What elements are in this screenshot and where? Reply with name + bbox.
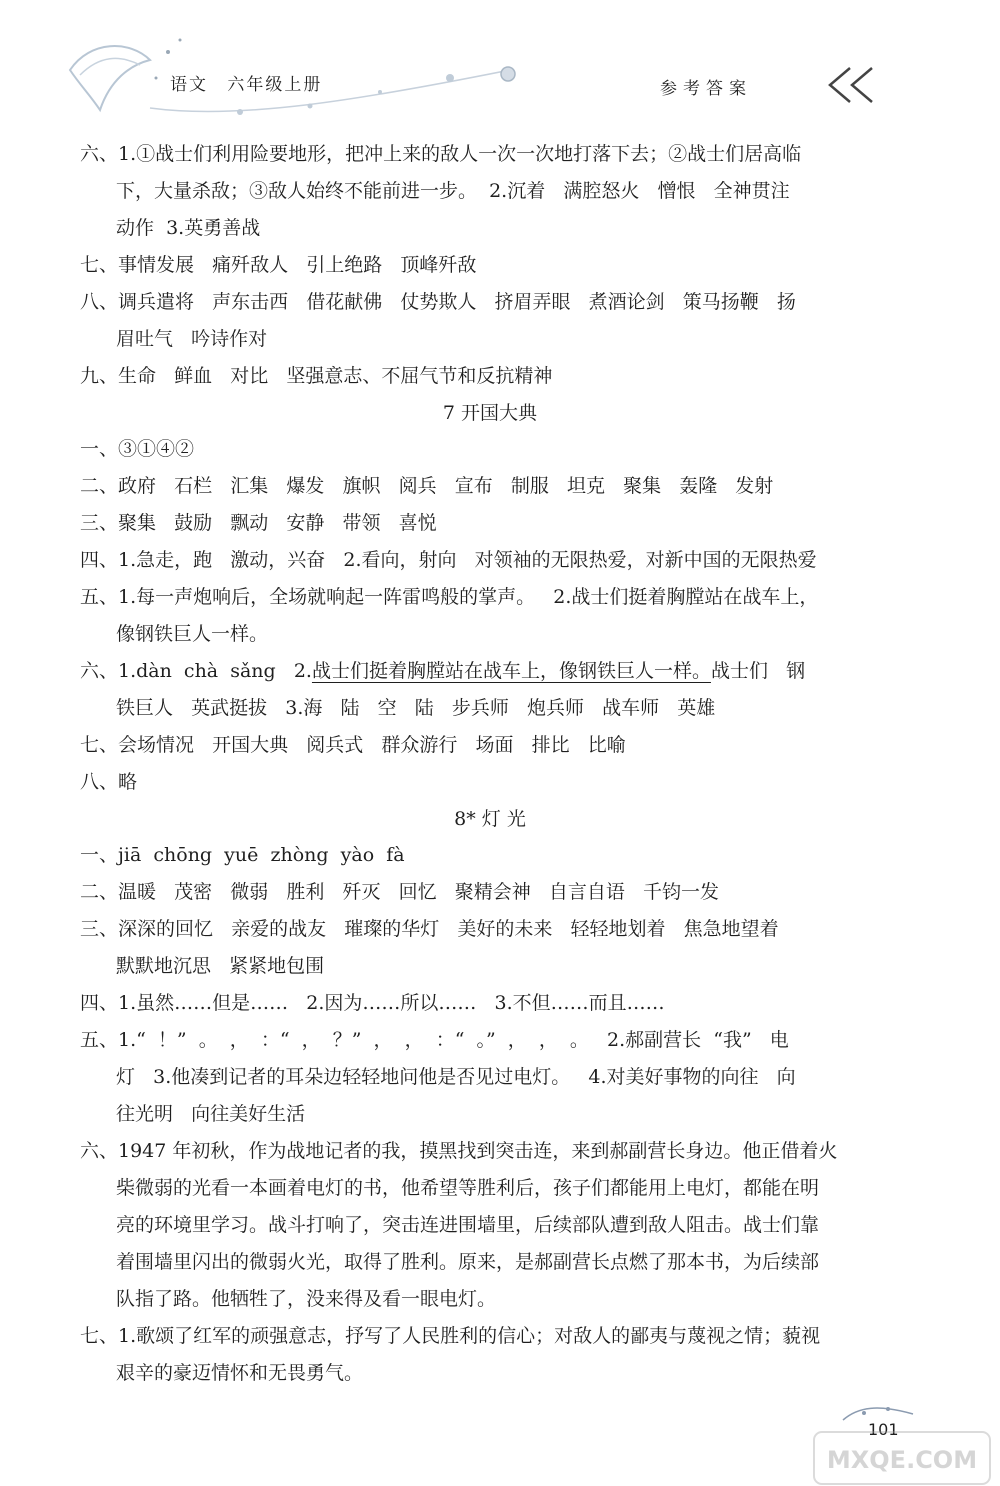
- answer-line: 七、会场情况 开国大典 阅兵式 群众游行 场面 排比 比喻: [80, 734, 626, 756]
- answer-line: 八、略: [80, 771, 138, 793]
- watermark-text: MXQE.COM: [826, 1446, 978, 1474]
- answer-text: 战士们 钢: [710, 660, 806, 682]
- lesson-title: 7 开国大典: [442, 402, 538, 424]
- header-section-label: 参考答案: [660, 79, 752, 99]
- answer-line: 四、1.虽然……但是…… 2.因为……所以…… 3.不但……而且……: [80, 992, 665, 1014]
- answer-line: 队指了路。他牺牲了，没来得及看一眼电灯。: [116, 1288, 497, 1310]
- header-subject: 语文: [170, 75, 208, 95]
- answer-line: 六、1947 年初秋，作为战地记者的我，摸黑找到突击连，来到郝副营长身边。他正借着火: [80, 1140, 838, 1162]
- page-number: 101: [868, 1420, 899, 1439]
- answer-line: 下，大量杀敌；③敌人始终不能前进一步。 2.沉着 满腔怒火 憎恨 全神贯注: [116, 180, 790, 202]
- answer-line: 六、1.①战士们利用险要地形，把冲上来的敌人一次一次地打落下去；②战士们居高临: [80, 143, 802, 165]
- answer-line: 往光明 向往美好生活: [116, 1103, 306, 1125]
- answer-line: 二、温暖 茂密 微弱 胜利 歼灭 回忆 聚精会神 自言自语 千钧一发: [80, 881, 719, 903]
- page-header: [0, 0, 1000, 130]
- answer-line: 铁巨人 英武挺拔 3.海 陆 空 陆 步兵师 炮兵师 战车师 英雄: [116, 697, 716, 719]
- header-subject-grade: [170, 70, 334, 95]
- header-grade: 六年级上册: [227, 75, 323, 95]
- answer-line: 九、生命 鲜血 对比 坚强意志、不屈气节和反抗精神: [80, 365, 553, 387]
- answer-line: 七、1.歌颂了红军的顽强意志，抒写了人民胜利的信心；对敌人的鄙夷与蔑视之情；藐视: [80, 1325, 821, 1347]
- answer-line: 眉吐气 吟诗作对: [116, 328, 268, 350]
- answer-line: 二、政府 石栏 汇集 爆发 旗帜 阅兵 宣布 制服 坦克 聚集 轰隆 发射: [80, 475, 774, 497]
- answer-content: [80, 136, 900, 1392]
- underlined-sentence: 战士们挺着胸膛站在战车上，像钢铁巨人一样。: [311, 660, 711, 682]
- answer-text: 六、1.dàn chà sǎng 2.: [80, 660, 312, 682]
- lesson-title: 8* 灯 光: [454, 808, 526, 830]
- answer-line: 柴微弱的光看一本画着电灯的书，他希望等胜利后，孩子们都能用上电灯，都能在明: [116, 1177, 820, 1199]
- answer-line: 灯 3.他凑到记者的耳朵边轻轻地问他是否见过电灯。 4.对美好事物的向往 向: [116, 1066, 796, 1088]
- answer-line: 五、1.“ ！” 。 ， ：“ ， ？” ， ， ：“ 。” ， ， 。 2.郝副营长 “我” 电: [80, 1029, 789, 1051]
- double-chevron-left-icon: [822, 60, 882, 110]
- answer-line: 亮的环境里学习。战斗打响了，突击连进围墙里，后续部队遭到敌人阻击。战士们靠: [116, 1214, 820, 1236]
- answer-line: 一、③①④②: [80, 438, 195, 460]
- answer-line: 着围墙里闪出的微弱火光，取得了胜利。原来，是郝副营长点燃了那本书，为后续部: [116, 1251, 820, 1273]
- answer-line: 动作 3.英勇善战: [116, 217, 261, 239]
- answer-line: 八、调兵遣将 声东击西 借花献佛 仗势欺人 挤眉弄眼 煮酒论剑 策马扬鞭 扬: [80, 291, 796, 313]
- answer-line: 四、1.急走，跑 激动，兴奋 2.看向，射向 对领袖的无限热爱，对新中国的无限热爱: [80, 549, 817, 571]
- answer-line: 五、1.每一声炮响后，全场就响起一阵雷鸣般的掌声。 2.战士们挺着胸膛站在战车上，: [80, 586, 819, 608]
- answer-line: 一、jiā chōng yuē zhòng yào fà: [80, 844, 405, 866]
- answer-line: 七、事情发展 痛歼敌人 引上绝路 顶峰歼敌: [80, 254, 477, 276]
- answer-line: 艰辛的豪迈情怀和无畏勇气。: [116, 1362, 364, 1384]
- answer-line: [80, 653, 900, 690]
- watermark-logo-icon: [812, 1430, 992, 1486]
- answer-line: 像钢铁巨人一样。: [116, 623, 269, 645]
- answer-line: 默默地沉思 紧紧地包围: [116, 955, 325, 977]
- answer-line: 三、深深的回忆 亲爱的战友 璀璨的华灯 美好的未来 轻轻地划着 焦急地望着: [80, 918, 779, 940]
- answer-line: 三、聚集 鼓励 飘动 安静 带领 喜悦: [80, 512, 437, 534]
